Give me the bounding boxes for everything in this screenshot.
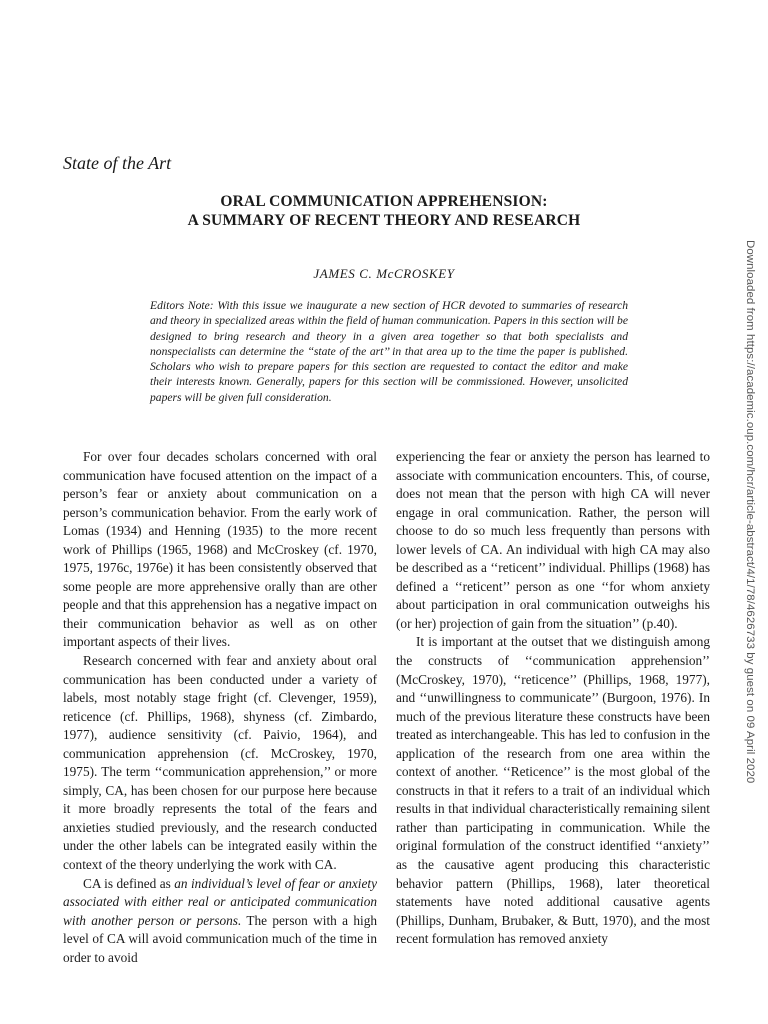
left-paragraph-3-start: CA is defined as — [83, 875, 175, 891]
body-column-left — [63, 448, 377, 967]
body-column-right — [396, 448, 710, 949]
ca-definition: an individual’s level of fear or anxiety associated with either real or anticipated communication with another person or persons. — [63, 875, 377, 928]
editors-note: Editors Note: With this issue we inaugurate a new section of HCR devoted to summaries of research and theory in specialized areas within the field of human communication. Papers in this section will be designed to bring research and theory in a given area together so that both specialists and nonspecialists can determine the ‘‘state of the art’’ in that area up to the time the paper is published. Scholars who wish to prepare papers for this section are requested to contact the editor and make their interests known. Generally, papers for this section will be commissioned. However, unsolicited papers will be given full consideration. — [150, 299, 628, 404]
download-watermark — [741, 240, 761, 1020]
left-paragraph-2: Research concerned with fear and anxiety about oral communication has been conducted under a variety of labels, most notably stage fright (cf. Clevenger, 1959), reticence (cf. Phillips, 1968), shyness (cf. Zimbardo, 1977), audience sensitivity (cf. Paivio, 1964), and communication apprehension (cf. McCroskey, 1970, 1975). The term ‘‘communication apprehension,’’ or more simply, CA, has been chosen for our purpose here because it more broadly represents the total of the fears and anxieties studied previously, and the research conducted under the other labels can be integrated easily within the context of the theory underlying the work with CA. — [63, 653, 377, 873]
download-watermark-text: Downloaded from https://academic.oup.com/hcr/article-abstract/4/1/78/4626733 by guest on 09 April 2020 — [744, 240, 756, 784]
author-name: JAMES C. McCROSKEY — [313, 266, 455, 281]
left-paragraph-3-end: The person with a high level of CA will avoid communication much of the time in order to avoid — [63, 912, 377, 965]
left-paragraph-3 — [63, 875, 377, 968]
right-paragraph-1: experiencing the fear or anxiety the person has learned to associate with communication encounters. This, of course, does not mean that the person with high CA will never engage in oral communication. Rather, the person will choose to do so much less frequently than persons with lower levels of CA. An individual with high CA may also be described as a ‘‘reticent’’ individual. Phillips (1968) has defined a ‘‘reticent’’ person as one ‘‘for whom anxiety about participation in oral communication outweighs his (or her) projection of gain from the situation’’ (p.40). — [396, 449, 710, 631]
right-paragraph-2: It is important at the outset that we distinguish among the constructs of ‘‘communication apprehension’’ (McCroskey, 1970), ‘‘reticence’’ (Phillips, 1968, 1977), and ‘‘unwillingness to communicate’’ (Burgoon, 1976). In much of the previous literature these constructs have been treated as interchangeable. This has led to confusion in the application of the research from one area within the context of another. ‘‘Reticence’’ is the most global of the constructs in that it refers to a trait of an individual which results in that individual characteristically remaining silent rather than participating in communication. While the original formulation of the construct identified ‘‘anxiety’’ as the causative agent producing this characteristic behavior pattern (Phillips, 1968), later theoretical statements have noted additional causative agents (Phillips, Dunham, Brubaker, & Butt, 1970), and the most recent formulation has removed anxiety — [396, 634, 710, 947]
left-paragraph-1: For over four decades scholars concerned with oral communication have focused attention on the impact of a person’s fear or anxiety about communication on a person’s communication behavior. From the early work of Lomas (1934) and Henning (1935) to the more recent work of Phillips (1965, 1968) and McCroskey (cf. 1970, 1975, 1976c, 1976e) it has been consistently observed that some people are more apprehensive orally than are other people and that this apprehension has a negative impact on their communication behavior as well as on other important aspects of their lives. — [63, 449, 377, 650]
article-title-line-1: ORAL COMMUNICATION APPREHENSION: — [220, 193, 548, 210]
article-title-line-2: A SUMMARY OF RECENT THEORY AND RESEARCH — [187, 212, 581, 229]
section-label: State of the Art — [63, 153, 172, 173]
